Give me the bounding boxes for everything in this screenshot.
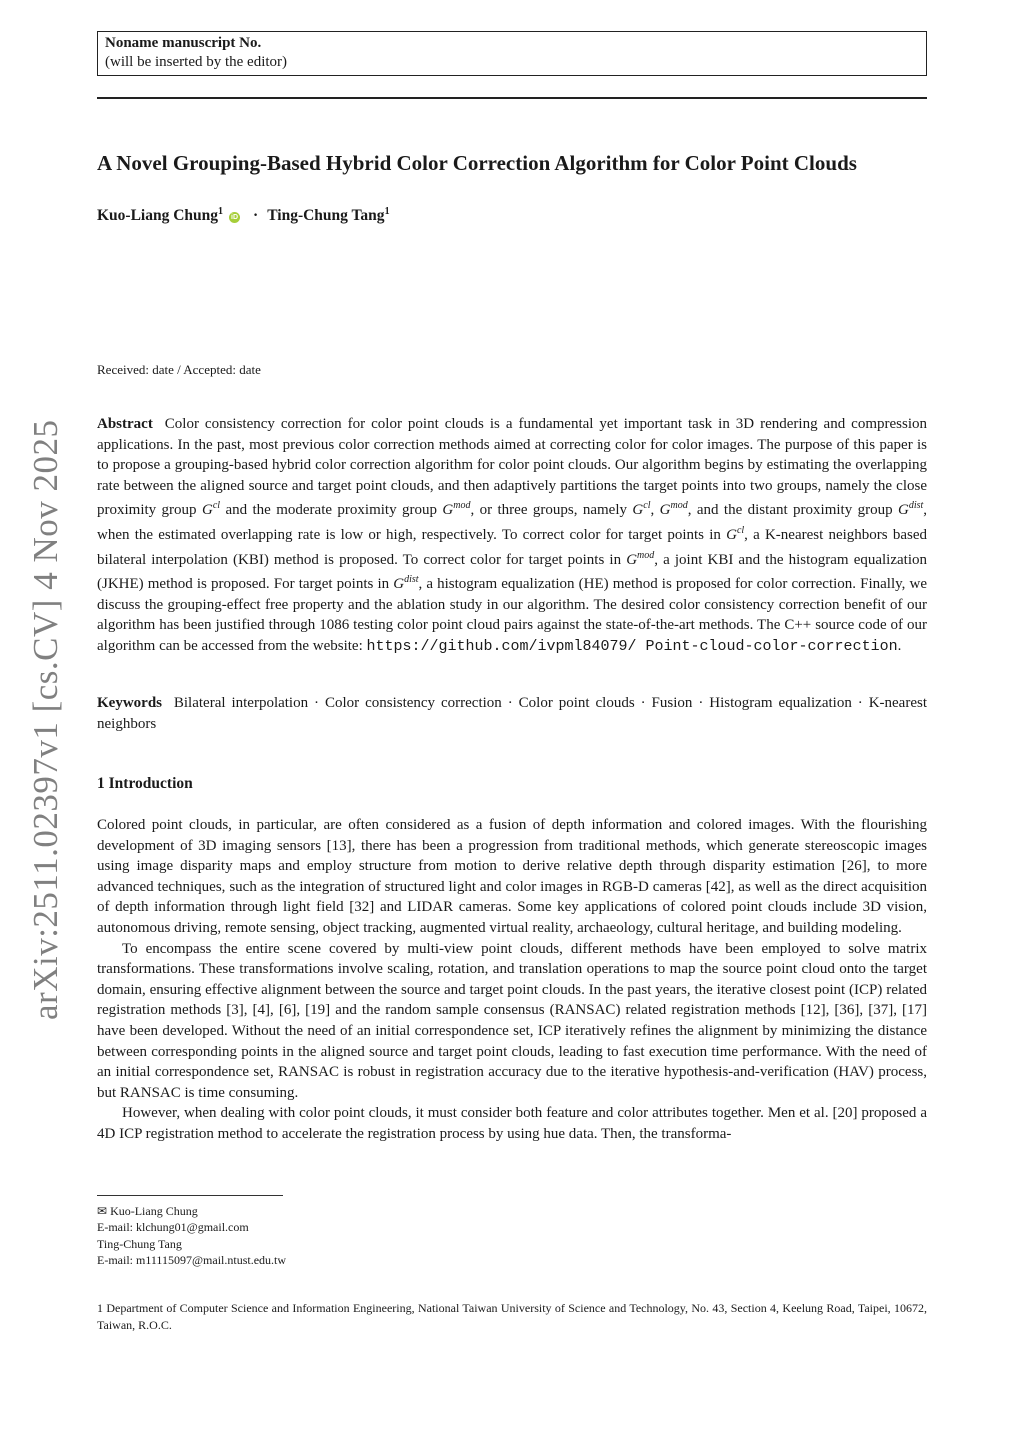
footnote-rule bbox=[97, 1195, 283, 1196]
source-code-url[interactable]: https://github.com/ivpml84079/ Point-cloud-color-correction bbox=[366, 637, 898, 655]
abstract-text: , or three groups, namely bbox=[470, 502, 628, 519]
abstract bbox=[97, 414, 927, 658]
math-g-dist: $G^{dist}$ bbox=[393, 574, 419, 593]
author-name: Ting-Chung Tang bbox=[267, 207, 385, 225]
author-name-footnote: Ting-Chung Tang bbox=[97, 1236, 182, 1251]
math-g-cl: $G^{cl}$ bbox=[632, 500, 651, 519]
paper-title: A Novel Grouping-Based Hybrid Color Correction Algorithm for Color Point Clouds bbox=[97, 151, 857, 175]
affiliation-mark: 1 bbox=[218, 206, 224, 217]
keywords bbox=[97, 693, 927, 734]
author-separator: · bbox=[253, 207, 259, 225]
abstract-label: Abstract bbox=[97, 416, 153, 432]
abstract-text: , a histogram equalization (HE) method is proposed for color correction. Finally, we discuss the grouping-effect free property and the ablation study in our algorithm. The desired color consistency correction benefit of our algorithm has been justified through 1086 testing color point cloud pairs against the state-of-the-art methods. The C++ source code of our algorithm can be accessed from the website: bbox=[97, 576, 927, 654]
keywords-label: Keywords bbox=[97, 695, 162, 711]
math-g-mod: $G^{mod}$ bbox=[442, 500, 471, 519]
paragraph: To encompass the entire scene covered by multi-view point clouds, different methods have been employed to solve matrix transformations. These transformations involve scaling, rotation, and translation operations to map the source point cloud onto the target domain, ensuring effective alignment between the source and target point clouds. In the past years, the iterative closest point (ICP) related registration methods [3], [4], [6], [19] and the random sample consensus (RANSAC) related registration methods [12], [36], [37], [17] have been developed. Without the need of an initial correspondence set, ICP iteratively refines the alignment by minimizing the distance between corresponding points in the aligned source and target point clouds, leading to fast execution time performance. With the need of an initial correspondence set, RANSAC is robust in registration accuracy due to the iterative hypothesis-and-verification (HAV) process, but RANSAC is time consuming. bbox=[97, 940, 927, 1101]
math-g-cl: $G^{cl}$ bbox=[201, 500, 221, 519]
author-list bbox=[97, 206, 390, 225]
math-g-mod: $G^{mod}$ bbox=[626, 549, 655, 568]
introduction-body bbox=[97, 815, 927, 1145]
orcid-icon[interactable]: iD bbox=[231, 214, 239, 222]
abstract-text: , a K-nearest neighbors based bilateral interpolation (KBI) method is proposed. To correct color for target points in bbox=[97, 526, 927, 568]
corresponding-author: Kuo-Liang Chung bbox=[110, 1204, 198, 1218]
abstract-text: and the moderate proximity group bbox=[225, 502, 437, 519]
paragraph: Colored point clouds, in particular, are often considered as a fusion of depth information and colored images. With the flourishing development of 3D imaging sensors [13], there has been a progression from traditional methods, which generate stereoscopic images using image disparity maps and employ structure from motion to derive relative depth through disparity estimation [26], to more advanced techniques, such as the integration of structured light and color images in RGB-D cameras [42], as well as the direct acquisition of depth information through light field [32] and LIDAR cameras. Some key applications of colored point clouds include 3D vision, autonomous driving, remote sensing, object tracking, augmented virtual reality, archaeology, cultural heritage, and building modeling. bbox=[97, 817, 927, 936]
keywords-text: Bilateral interpolation · Color consistency correction · Color point clouds · Fusion · Histogram equalization · K-nearest neighbors bbox=[97, 695, 928, 732]
manuscript-number: Noname manuscript No. bbox=[105, 35, 262, 51]
abstract-text: , when the estimated overlapping rate is low or high, respectively. To correct color for target points in bbox=[97, 502, 928, 543]
received-date: Received: date / Accepted: date bbox=[97, 362, 261, 377]
math-g-cl: $G^{cl}$ bbox=[726, 524, 745, 543]
header-rule bbox=[97, 97, 927, 99]
correspondence-footnote bbox=[97, 1203, 286, 1268]
paragraph: However, when dealing with color point clouds, it must consider both feature and color attributes together. Men et al. [20] proposed a 4D ICP registration method to accelerate the registration process by using hue data. Then, the transforma- bbox=[97, 1105, 927, 1142]
envelope-icon: ✉ bbox=[97, 1204, 108, 1218]
section-heading-introduction: 1 Introduction bbox=[97, 775, 193, 792]
author-name: Kuo-Liang Chung bbox=[97, 207, 219, 225]
author-email: E-mail: m11115097@mail.ntust.edu.tw bbox=[97, 1252, 287, 1267]
abstract-text: , and the distant proximity group bbox=[687, 502, 893, 519]
affiliation-footnote: 1 Department of Computer Science and Information Engineering, National Taiwan University of Science and Technology, No. 43, Section 4, Keelung Road, Taipei, 10672, Taiwan, R.O.C. bbox=[97, 1301, 927, 1333]
abstract-text: , a joint KBI and the histogram equalization (JKHE) method is proposed. For target points in bbox=[97, 551, 927, 593]
abstract-text: , bbox=[650, 502, 655, 519]
abstract-end: . bbox=[897, 637, 902, 654]
math-g-mod: $G^{mod}$ bbox=[659, 500, 688, 519]
manuscript-box bbox=[97, 31, 927, 76]
math-g-dist: $G^{dist}$ bbox=[898, 500, 924, 519]
editor-note: (will be inserted by the editor) bbox=[105, 54, 288, 70]
affiliation-mark: 1 bbox=[384, 206, 390, 217]
arxiv-identifier: arXiv:2511.02397v1 [cs.CV] 4 Nov 2025 bbox=[26, 419, 65, 1020]
author-email: E-mail: klchung01@gmail.com bbox=[97, 1220, 249, 1235]
abstract-text: Color consistency correction for color point clouds is a fundamental yet important task in 3D rendering and compression applications. In the past, most previous color correction methods aimed at correcting color for color images. The purpose of this paper is to propose a grouping-based hybrid color correction algorithm for color point clouds. Our algorithm begins by estimating the overlapping rate between the aligned source and target point clouds, and then adaptively partitions the target points into two groups, namely the close proximity group bbox=[97, 416, 927, 519]
